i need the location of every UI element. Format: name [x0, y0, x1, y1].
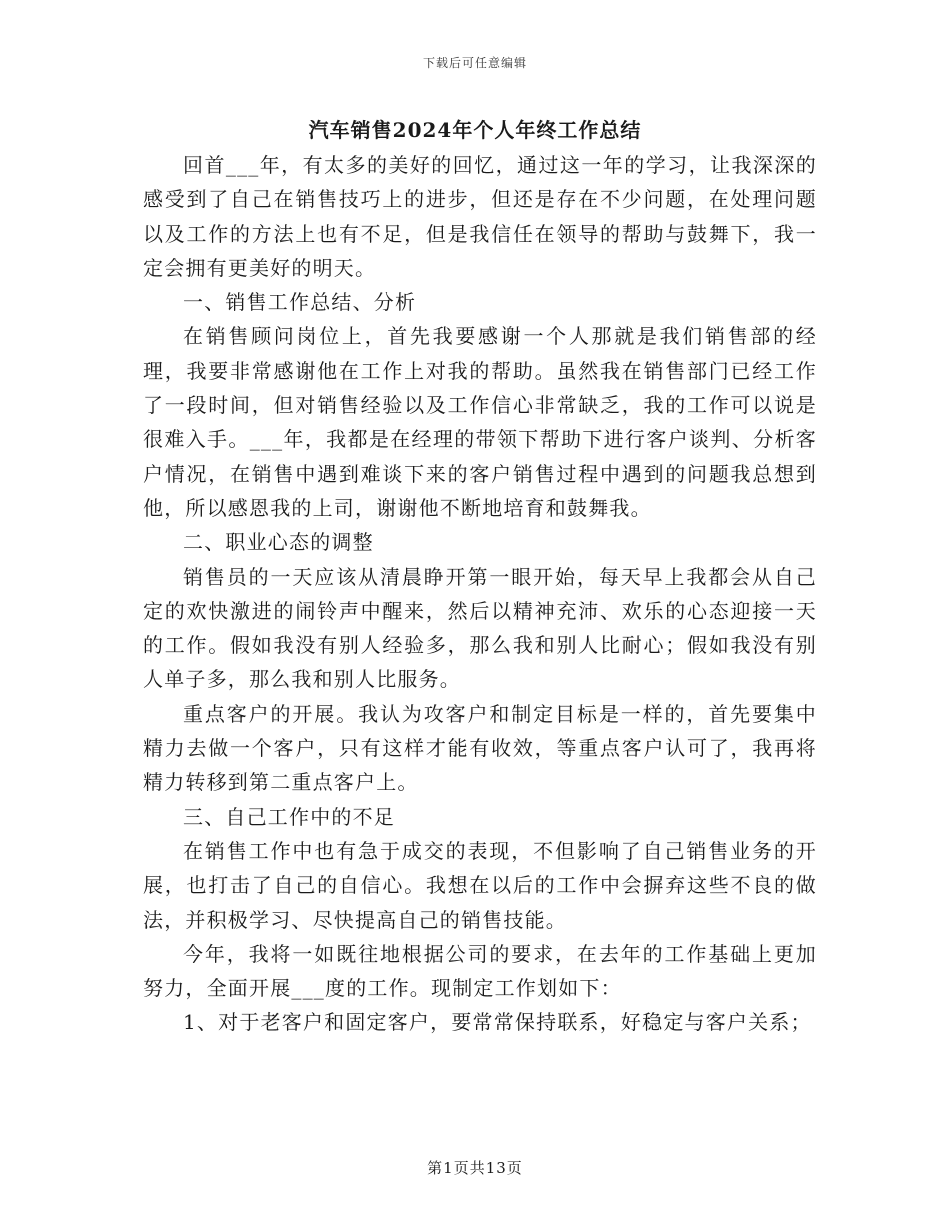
- document-title: 汽车销售2024年个人年终工作总结: [308, 118, 642, 142]
- section-heading-shortcomings: 三、自己工作中的不足: [183, 804, 395, 829]
- document-body: [143, 148, 817, 1040]
- paragraph-mindset: 销售员的一天应该从清晨睁开第一眼开始，每天早上我都会从自己定的欢快激进的闹铃声中醒来，然后以精神充沛、欢乐的心态迎接一天的工作。假如我没有别人经验多，那么我和别人比耐心；假如我没有别人单子多，那么我和别人比服务。: [143, 564, 817, 692]
- download-note: 下载后可任意编辑: [422, 56, 527, 70]
- paragraph-shortcomings: 在销售工作中也有急于成交的表现，不但影响了自己销售业务的开展，也打击了自己的自信心。我想在以后的工作中会摒弃这些不良的做法，并积极学习、尽快提高自己的销售技能。: [143, 838, 817, 932]
- paragraph-summary: 在销售顾问岗位上，首先我要感谢一个人那就是我们销售部的经理，我要非常感谢他在工作上对我的帮助。虽然我在销售部门已经工作了一段时间，但对销售经验以及工作信心非常缺乏，我的工作可以说是很难入手。___年，我都是在经理的带领下帮助下进行客户谈判、分析客户情况，在销售中遇到难谈下来的客户销售过程中遇到的问题我总想到他，所以感恩我的上司，谢谢他不断地培育和鼓舞我。: [143, 324, 817, 520]
- section-heading-summary: 一、销售工作总结、分析: [183, 290, 417, 315]
- paragraph-plan: 今年，我将一如既往地根据公司的要求，在去年的工作基础上更加努力，全面开展___度的工作。现制定工作划如下：: [143, 941, 817, 1001]
- paragraph-key-clients: 重点客户的开展。我认为攻客户和制定目标是一样的，首先要集中精力去做一个客户，只有这样才能有收效，等重点客户认可了，我再将精力转移到第二重点客户上。: [143, 701, 817, 795]
- page-number: 第1页共13页: [427, 1159, 523, 1177]
- section-heading-mindset: 二、职业心态的调整: [183, 530, 374, 555]
- paragraph-intro: 回首___年，有太多的美好的回忆，通过这一年的学习，让我深深的感受到了自己在销售技巧上的进步，但还是存在不少问题，在处理问题以及工作的方法上也有不足，但是我信任在领导的帮助与鼓舞下，我一定会拥有更美好的明天。: [143, 153, 817, 280]
- paragraph-plan-item-1: 1、对于老客户和固定客户，要常常保持联系，好稳定与客户关系；: [183, 1010, 812, 1035]
